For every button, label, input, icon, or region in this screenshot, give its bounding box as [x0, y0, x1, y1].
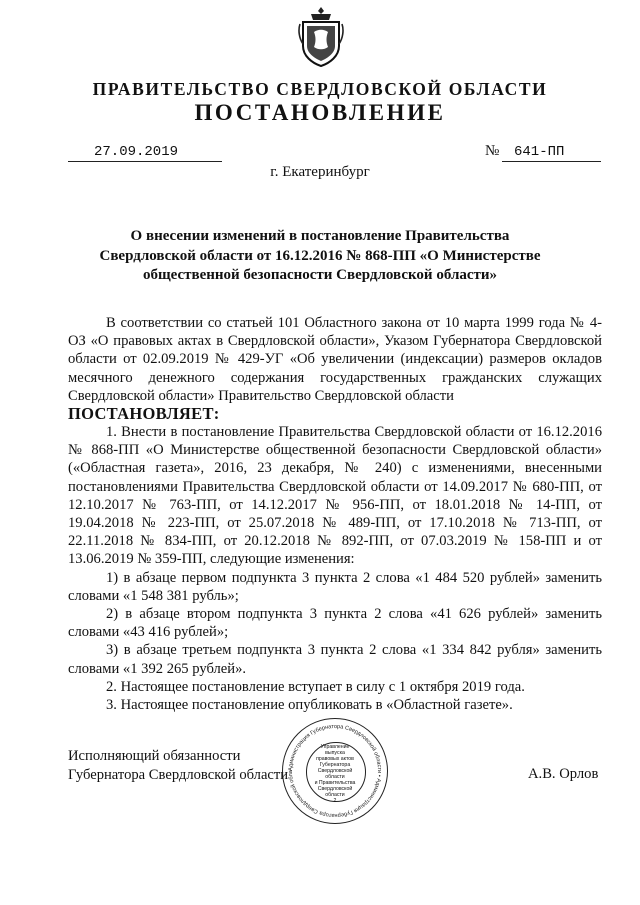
seal-line: правовых актов	[316, 756, 354, 762]
item-2: 2. Настоящее постановление вступает в силу с 1 октября 2019 года.	[106, 678, 525, 695]
signatory-position	[68, 747, 288, 784]
city: г. Екатеринбург	[270, 164, 370, 180]
sub-item-3: 3) в абзаце третьем подпункта 3 пункта 2 слова «1 334 842 рубля» заменить словами «1 392 265 рублей».	[68, 642, 602, 677]
item-1: 1. Внести в постановление Правительства Свердловской области от 16.12.2016 № 868-ПП «О Министерстве общественной безопасности Свердловской области» («Областная газета», 2016, 23 декабря, № 240) с изменениями, внесенными постановлениями Правительства Свердловской области от 14.09.2017 № 680-ПП, от 12.10.2017 № 763-ПП, от 14.12.2017 № 956-ПП, от 18.01.2018 № 14-ПП, от 19.04.2018 № 223-ПП, от 25.07.2018 № 489-ПП, от 17.10.2018 № 713-ПП, от 22.11.2018 № 834-ПП, от 20.12.2018 № 892-ПП, от 07.03.2019 № 158-ПП и от 13.06.2019 № 359-ПП, следующие изменения:	[68, 424, 602, 568]
seal-line: Свердловской области	[317, 768, 353, 780]
seal-line: 2	[333, 798, 337, 804]
number-sign: №	[485, 143, 500, 159]
government-title: ПРАВИТЕЛЬСТВО СВЕРДЛОВСКОЙ ОБЛАСТИ	[92, 79, 548, 99]
seal-line: выпуска	[325, 750, 345, 756]
document-number-value: 641-ПП	[514, 144, 565, 160]
seal-line: области	[325, 792, 345, 798]
seal-line: Губернатора	[319, 762, 351, 768]
seal-inner-text	[309, 744, 361, 804]
preamble: В соответствии со статьей 101 Областного закона от 10 марта 1999 года № 4-ОЗ «О правовых актах в Свердловской области», Указом Губернатора Свердловской области от 02.09.2019 № 429-УГ «Об увеличении (индексации) размеров окладов месячного денежного содержания государственных гражданских служащих Свердловской области» Правительство Свердловской области	[68, 315, 602, 404]
sub-item-2: 2) в абзаце втором подпункта 3 пункта 2 слова «41 626 рублей» заменить словами «43 416 рублей»;	[68, 606, 602, 641]
seal-line: Управление	[320, 744, 350, 750]
signatory-name: А.В. Орлов	[528, 766, 599, 782]
sub-item-1: 1) в абзаце первом подпункта 3 пункта 2 слова «1 484 520 рублей» заменить словами «1 548 381 рубль»;	[68, 569, 602, 604]
seal-line: и Правительства	[314, 780, 356, 786]
position-line-1: Исполняющий обязанности	[68, 748, 241, 764]
seal-outer-text: Администрация Губернатора Свердловской области • Администрация Губернатора Свердловской обла	[287, 723, 383, 819]
document-date	[68, 144, 222, 162]
seal-line: Свердловской	[317, 786, 353, 792]
document-date-value: 27.09.2019	[94, 144, 179, 160]
item-3: 3. Настоящее постановление опубликовать в «Областной газете».	[106, 697, 513, 714]
official-seal	[282, 718, 388, 824]
document-number	[502, 144, 601, 162]
document-body	[68, 314, 602, 714]
coat-of-arms-icon	[298, 6, 344, 68]
document-subject: О внесении изменений в постановление Правительства Свердловской области от 16.12.2016 № 868-ПП «О Министерстве общественной безопасности Свердловской области»	[99, 228, 541, 283]
document-type: ПОСТАНОВЛЕНИЕ	[194, 100, 446, 125]
position-line-2: Губернатора Свердловской области	[68, 766, 289, 783]
decree-heading: ПОСТАНОВЛЯЕТ:	[68, 404, 220, 424]
